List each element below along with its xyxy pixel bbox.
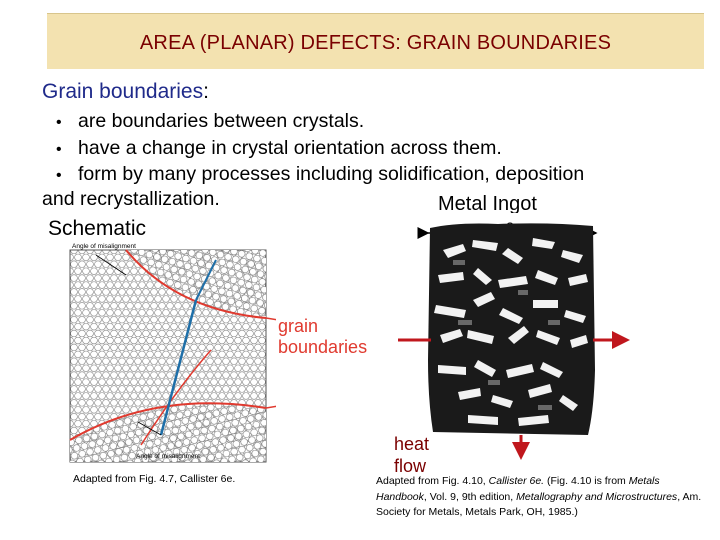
schematic-caption: Adapted from Fig. 4.7, Callister 6e. — [73, 473, 236, 485]
angle-label-top: Angle of misalignment — [72, 243, 136, 250]
heat-flow-label — [394, 433, 429, 477]
ingot-body — [418, 220, 608, 440]
metal-ingot-figure — [398, 210, 630, 460]
heat-label-line-1: heat — [394, 434, 430, 454]
bullet-text: form by many processes including solidification, deposition — [78, 163, 585, 185]
slide-title: AREA (PLANAR) DEFECTS: GRAIN BOUNDARIES — [139, 32, 612, 54]
bullet-item — [56, 110, 364, 133]
bullet-dot: • — [56, 141, 62, 158]
bullet-continuation: and recrystallization. — [42, 188, 220, 210]
bullet-item — [56, 163, 584, 186]
heat-label-line-2: flow — [394, 456, 427, 476]
annotation-leader-line — [266, 318, 276, 320]
annotation-leader-line — [266, 406, 276, 408]
metal-ingot-label: Metal Ingot — [438, 193, 537, 213]
heading-text: Grain boundaries — [42, 80, 204, 103]
ingot-caption — [376, 474, 712, 521]
grain-schematic-figure — [66, 240, 276, 465]
schematic-label: Schematic — [48, 217, 147, 240]
bullet-dot: • — [56, 167, 62, 184]
caption-part: (Fig. 4.10 is from — [544, 475, 629, 487]
annotation-line-2: boundaries — [278, 337, 368, 357]
caption-part-italic: Callister 6e. — [488, 475, 545, 487]
section-heading — [42, 80, 209, 104]
title-bar — [47, 13, 704, 69]
bullet-text: are boundaries between crystals. — [78, 110, 365, 132]
caption-part: Adapted from Fig. 4.10, — [376, 475, 489, 487]
grain-boundaries-annotation — [278, 316, 367, 358]
bullet-item — [56, 137, 502, 160]
angle-label-bottom: Angle of misalignment — [136, 453, 200, 460]
heading-colon: : — [203, 80, 209, 103]
caption-part-italic: Metallography and Microstructures — [516, 490, 678, 503]
bullet-text: have a change in crystal orientation across them. — [78, 137, 502, 159]
annotation-line-1: grain — [278, 316, 319, 336]
caption-part: , Vol. 9, 9th edition, — [423, 490, 517, 503]
caption-part-italic: Metals Handbook — [376, 475, 660, 503]
caption-part: , Am. Society for Metals, Metals Park, OH, 1985.) — [376, 490, 702, 518]
bullet-dot: • — [56, 114, 62, 131]
